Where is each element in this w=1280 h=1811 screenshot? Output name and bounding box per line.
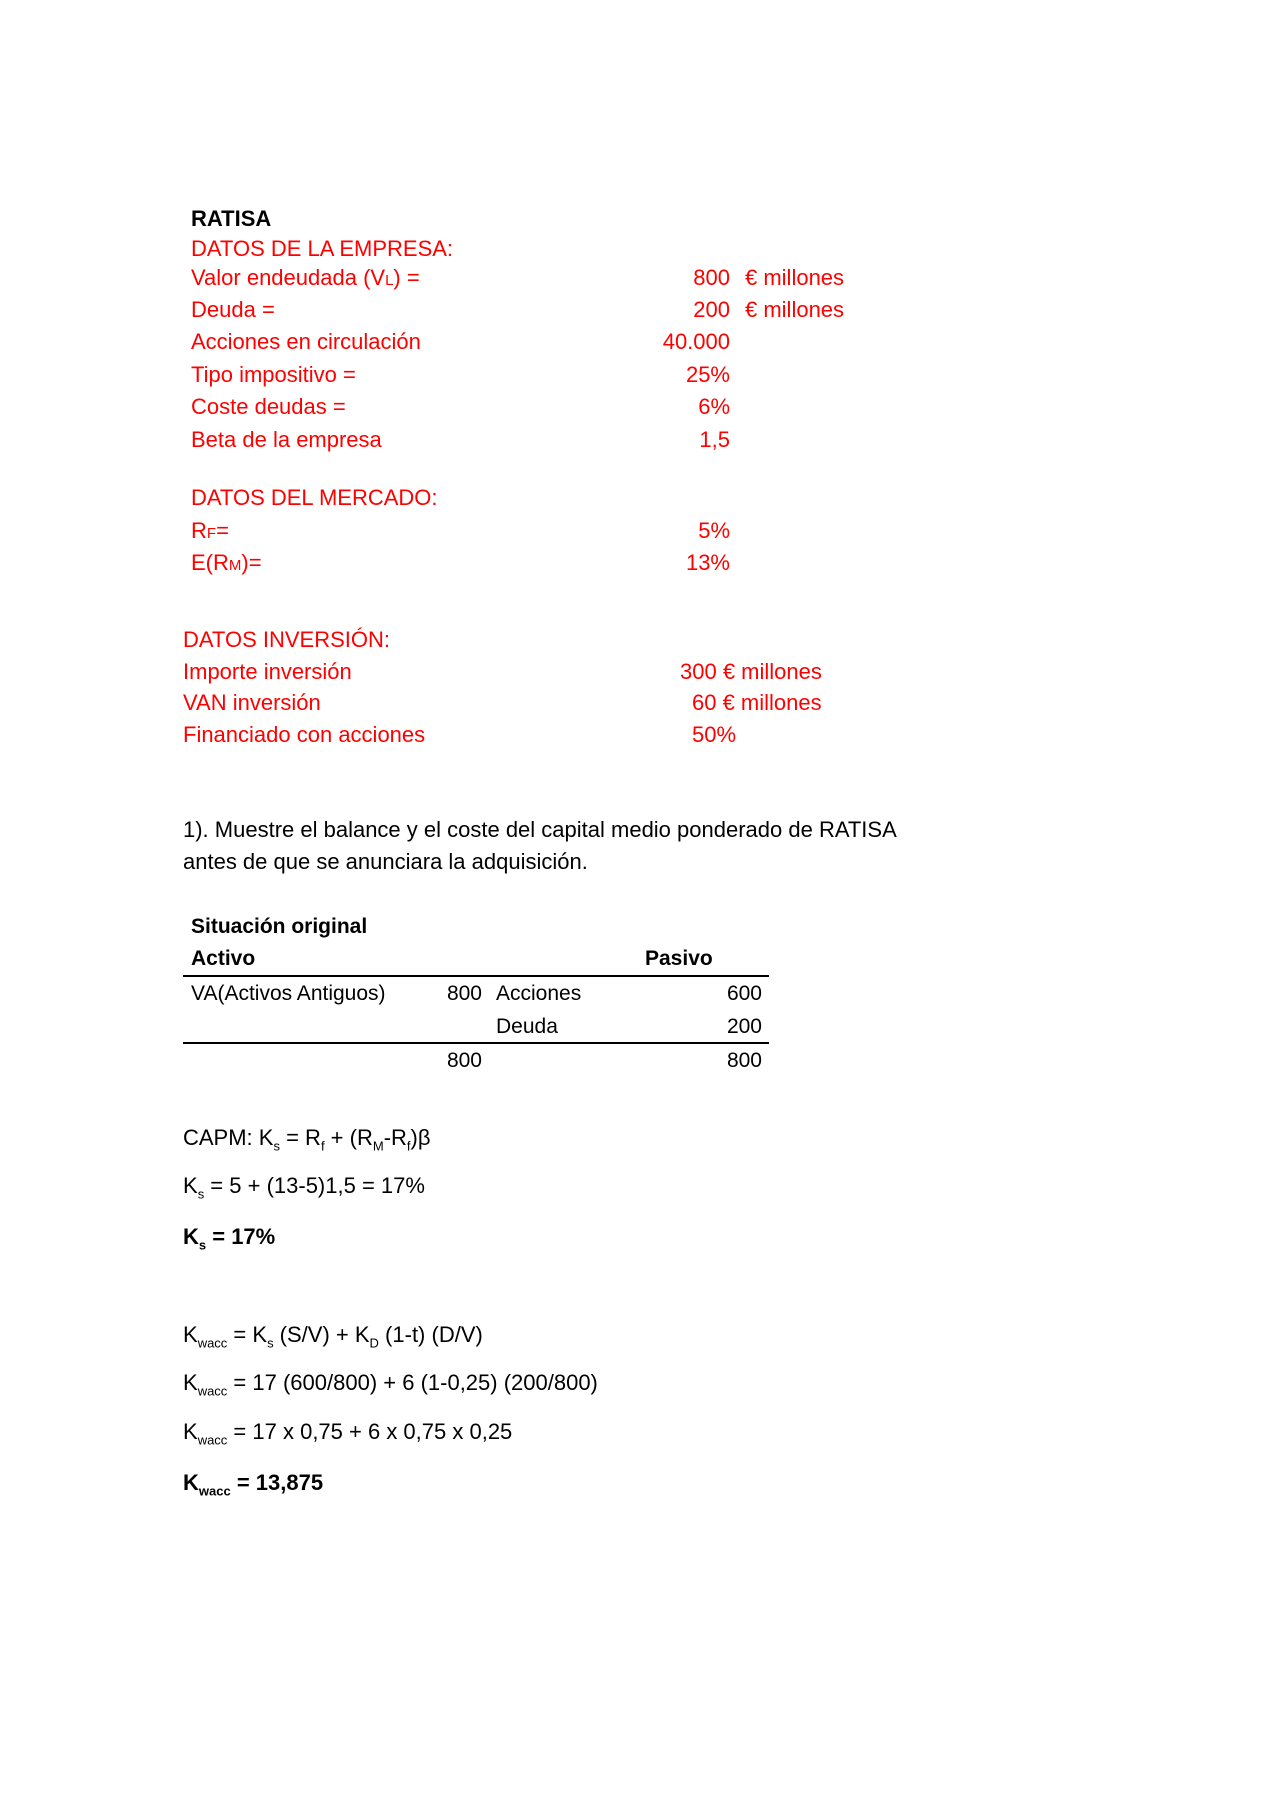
balance-header-rule [183,975,769,977]
company-row-value: 40.000 [662,329,730,354]
formula-part: = 17 (600/800) + 6 (1-0,25) (200/800) [227,1370,598,1395]
company-row-label [191,264,420,295]
company-row-unit: € millones [745,297,845,322]
investment-row-value: 300 € millones [680,659,822,684]
formula-part: = 17% [206,1224,276,1249]
investment-row-label: Importe inversión [183,659,352,684]
balance-total-liab: 800 [726,1049,762,1072]
company-row-value: 6% [698,394,730,419]
formula-part: CAPM: K [183,1125,274,1150]
investment-row-value: 50% [692,722,737,747]
formula-subscript: s [198,1237,207,1253]
formula-part: -R [383,1125,407,1150]
formula-part: K [183,1419,198,1444]
investment-row-label: Financiado con acciones [183,722,426,747]
formula-subscript: wacc [198,1483,231,1499]
formula-subscript: wacc [197,1335,228,1351]
balance-liab1-value: 600 [726,982,762,1005]
label-part: = [216,518,229,543]
company-row-value: 200 [693,297,730,322]
company-row-label: Coste deudas = [191,394,346,419]
label-part: E(R [191,550,229,575]
formula-part: K [183,1224,199,1249]
label-part: R [191,518,207,543]
company-row-label: Tipo impositivo = [191,362,356,387]
company-row-value: 25% [685,362,730,387]
company-row-value: 1,5 [699,427,730,452]
capm-formula [183,1124,431,1152]
investment-section-title: DATOS INVERSIÓN: [183,627,391,652]
label-part: )= [241,550,262,575]
formula-part: (1-t) (D/V) [378,1322,483,1347]
label-subscript: L [385,272,394,289]
company-row-unit: € millones [745,265,845,290]
formula-subscript: f [320,1138,325,1154]
market-erm-label [191,549,262,580]
company-section-title: DATOS DE LA EMPRESA: [191,236,454,261]
label-subscript: M [228,557,242,574]
balance-title: Situación original [191,915,368,938]
ks-result [183,1223,275,1251]
formula-part: = R [279,1125,321,1150]
balance-total-assets: 800 [446,1049,482,1072]
balance-col-pasivo: Pasivo [645,947,713,970]
label-part: ) = [393,265,420,290]
balance-asset-value: 800 [446,982,482,1005]
company-row-label: Deuda = [191,297,275,322]
wacc-simplification [183,1418,512,1446]
formula-part: K [183,1470,199,1495]
formula-subscript: wacc [197,1432,228,1448]
formula-subscript: M [372,1138,384,1154]
formula-part: = K [227,1322,268,1347]
formula-subscript: s [267,1335,274,1351]
formula-part: = 17 x 0,75 + 6 x 0,75 x 0,25 [227,1419,513,1444]
ks-calculation [183,1172,425,1200]
market-rf-label [191,517,229,548]
formula-subscript: wacc [197,1383,228,1399]
company-row-value: 800 [693,265,730,290]
company-name: RATISA [191,206,272,231]
formula-subscript: D [369,1335,379,1351]
formula-part: = 13,875 [230,1470,324,1495]
formula-subscript: f [406,1138,411,1154]
formula-part: K [183,1370,198,1395]
investment-row-label: VAN inversión [183,690,321,715]
formula-part: + (R [324,1125,373,1150]
balance-asset-label: VA(Activos Antiguos) [191,982,386,1005]
company-row-label: Acciones en circulación [191,329,421,354]
balance-liab2-value: 200 [726,1015,762,1038]
balance-liab1-label: Acciones [496,982,582,1005]
wacc-result [183,1469,323,1497]
question-line-1: 1). Muestre el balance y el coste del capital medio ponderado de RATISA [183,817,897,842]
formula-part: (S/V) + K [273,1322,370,1347]
balance-liab2-label: Deuda [496,1015,558,1038]
market-erm-value: 13% [685,550,730,575]
wacc-formula [183,1321,483,1349]
formula-subscript: s [197,1186,205,1202]
formula-part: = 5 + (13-5)1,5 = 17% [204,1173,425,1198]
balance-total-rule [183,1042,769,1044]
question-line-2: antes de que se anunciara la adquisición. [183,849,588,874]
investment-row-value: 60 € millones [692,690,822,715]
market-section-title: DATOS DEL MERCADO: [191,485,438,510]
formula-subscript: s [273,1138,280,1154]
label-part: Valor endeudada (V [191,265,386,290]
formula-part: )β [410,1125,431,1150]
formula-part: K [183,1173,198,1198]
label-subscript: F [206,525,217,542]
balance-col-activo: Activo [191,947,256,970]
wacc-substitution [183,1369,598,1397]
market-rf-value: 5% [698,518,730,543]
formula-part: K [183,1322,198,1347]
company-row-label: Beta de la empresa [191,427,382,452]
